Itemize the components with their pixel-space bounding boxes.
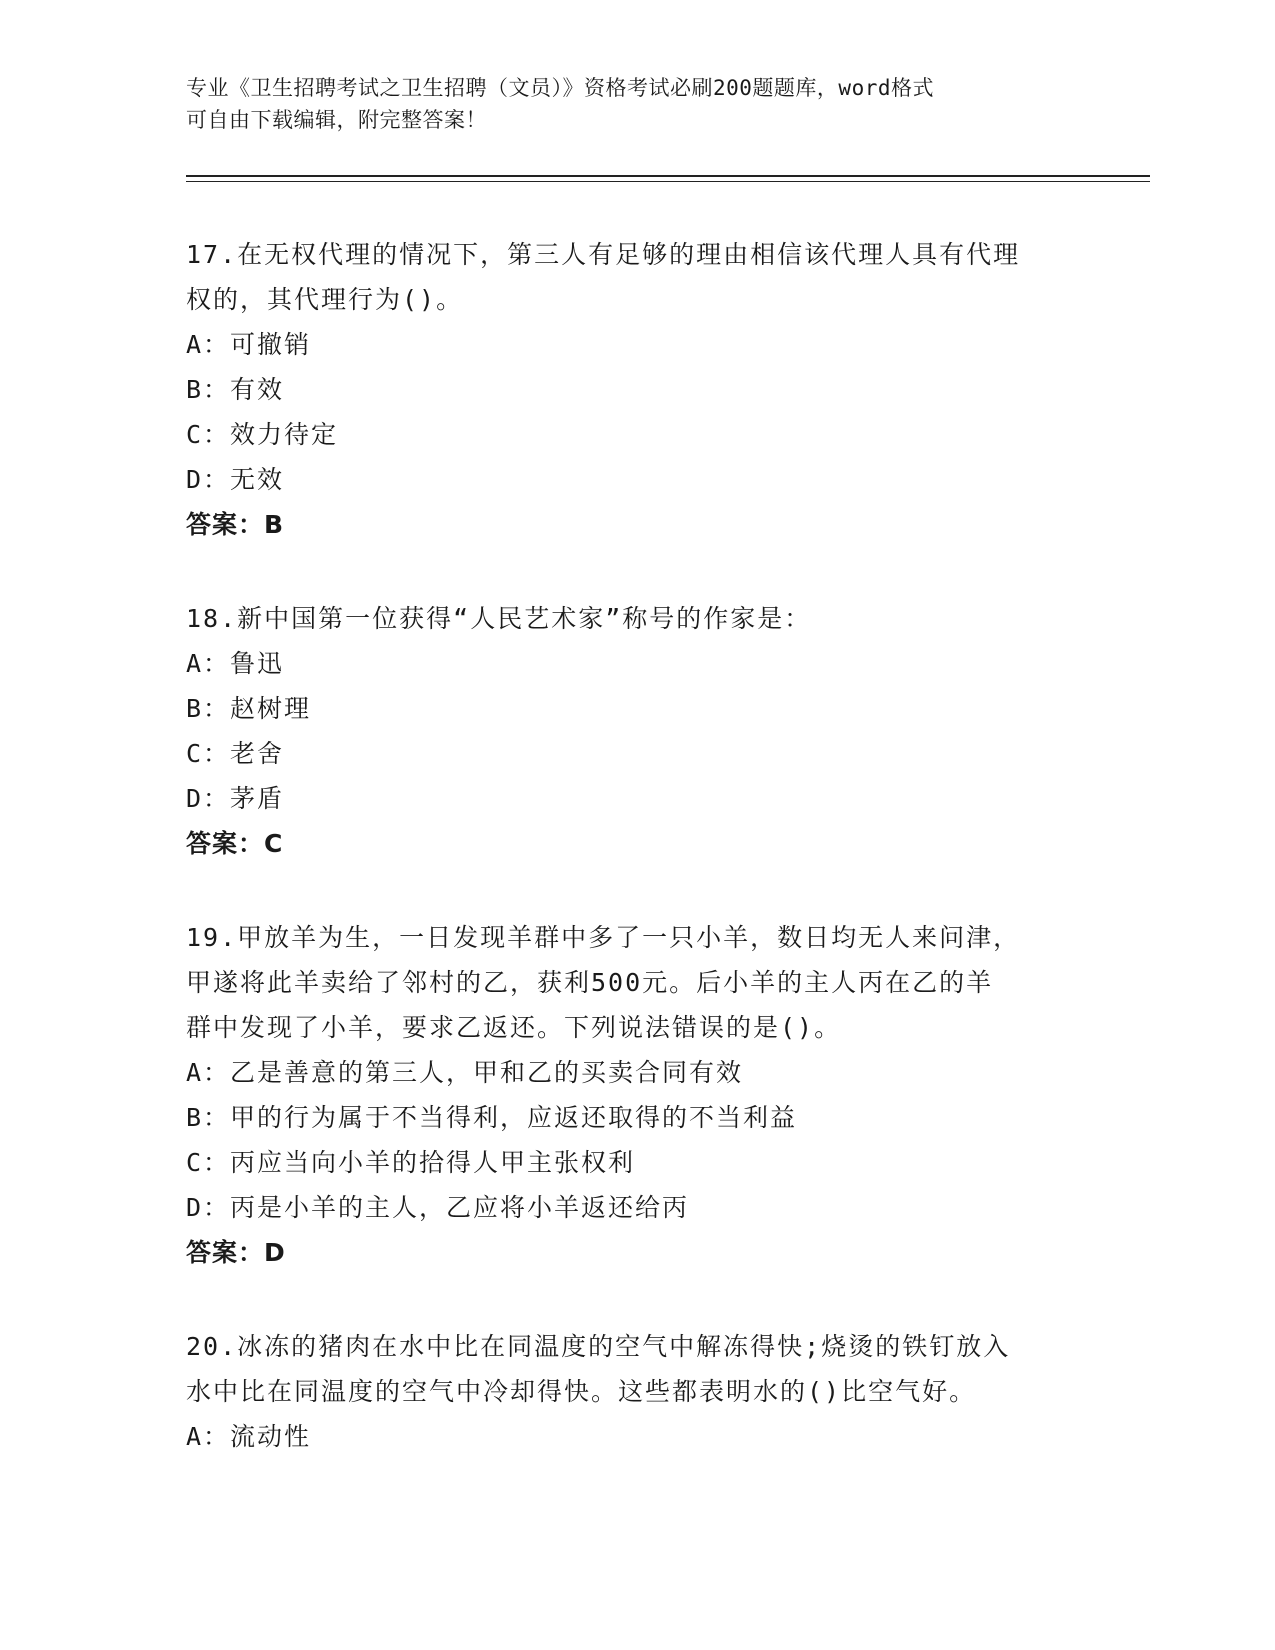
question-18 [186,596,1086,866]
option-a: A：乙是善意的第三人，甲和乙的买卖合同有效 [186,1058,744,1087]
answer-label: 答案：D [186,1238,286,1267]
question-stem-line: 18.新中国第一位获得“人民艺术家”称号的作家是： [186,604,812,633]
question-list [186,232,1086,1508]
option-a: A：流动性 [186,1422,312,1451]
question-stem-line: 甲遂将此羊卖给了邻村的乙，获利500元。后小羊的主人丙在乙的羊 [186,968,994,997]
option-c: C：老舍 [186,739,285,768]
question-stem-line: 17.在无权代理的情况下，第三人有足够的理由相信该代理人具有代理 [186,240,1021,269]
option-d: D：茅盾 [186,784,285,813]
option-b: B：甲的行为属于不当得利，应返还取得的不当利益 [186,1103,798,1132]
question-17 [186,232,1086,547]
header-divider-thick [186,175,1150,177]
header-title-line-2: 可自由下载编辑，附完整答案！ [186,108,487,132]
question-20 [186,1324,1086,1459]
option-a: A：可撤销 [186,330,312,359]
option-b: B：赵树理 [186,694,312,723]
header-title-line-1: 专业《卫生招聘考试之卫生招聘（文员）》资格考试必刷200题题库，word格式 [186,76,934,100]
question-stem-line: 20.冰冻的猪肉在水中比在同温度的空气中解冻得快;烧烫的铁钉放入 [186,1332,1011,1361]
option-d: D：丙是小羊的主人，乙应将小羊返还给丙 [186,1193,690,1222]
option-c: C：丙应当向小羊的拾得人甲主张权利 [186,1148,636,1177]
option-d: D：无效 [186,465,285,494]
option-a: A：鲁迅 [186,649,285,678]
question-stem-line: 权的，其代理行为()。 [186,285,464,314]
option-b: B：有效 [186,375,285,404]
option-c: C：效力待定 [186,420,339,449]
question-19 [186,915,1086,1275]
question-stem-line: 水中比在同温度的空气中冷却得快。这些都表明水的()比空气好。 [186,1377,977,1406]
answer-label: 答案：B [186,510,285,539]
document-header [186,72,1086,136]
answer-label: 答案：C [186,829,284,858]
question-stem-line: 群中发现了小羊，要求乙返还。下列说法错误的是()。 [186,1013,842,1042]
question-stem-line: 19.甲放羊为生，一日发现羊群中多了一只小羊，数日均无人来问津， [186,923,1021,952]
header-divider-thin [186,181,1150,182]
